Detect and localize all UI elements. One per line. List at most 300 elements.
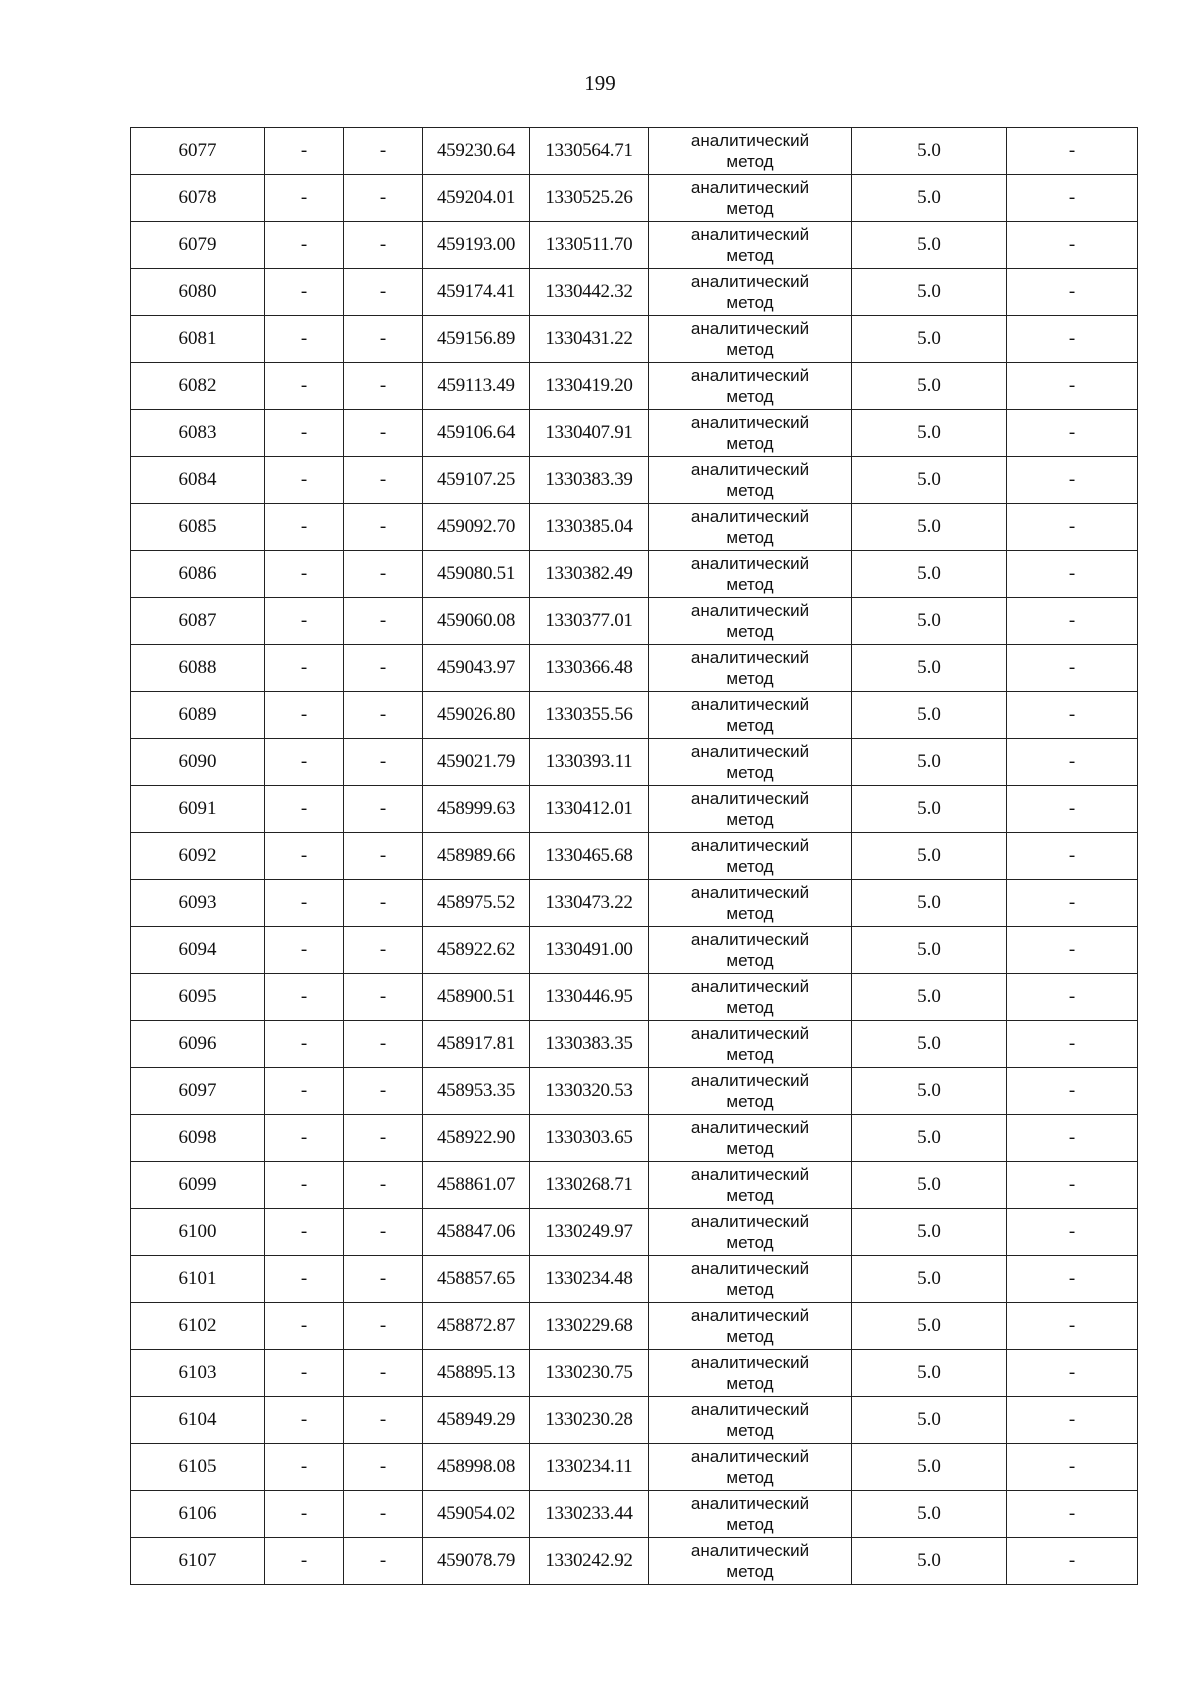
table-row: [131, 316, 1138, 363]
x-coordinate-cell: 458861.07: [423, 1162, 530, 1209]
method-line-2: метод: [726, 1374, 774, 1393]
empty-value-cell: -: [344, 410, 423, 457]
accuracy-cell: 5.0: [852, 1397, 1007, 1444]
empty-value-cell: -: [1007, 645, 1138, 692]
method-line-2: метод: [726, 481, 774, 500]
method-line-2: метод: [726, 1139, 774, 1158]
method-line-1: аналитический: [690, 225, 810, 244]
empty-value-cell: -: [265, 222, 344, 269]
point-number-cell: 6081: [131, 316, 265, 363]
x-coordinate-cell: 459080.51: [423, 551, 530, 598]
empty-value-cell: -: [1007, 269, 1138, 316]
table-row: [131, 363, 1138, 410]
empty-value-cell: -: [1007, 1068, 1138, 1115]
accuracy-cell: 5.0: [852, 833, 1007, 880]
table-row: [131, 175, 1138, 222]
y-coordinate-cell: 1330564.71: [530, 128, 649, 175]
table-row: [131, 1491, 1138, 1538]
method-cell: [649, 974, 852, 1021]
empty-value-cell: -: [344, 457, 423, 504]
empty-value-cell: -: [1007, 739, 1138, 786]
method-cell: [649, 1068, 852, 1115]
point-number-cell: 6083: [131, 410, 265, 457]
empty-value-cell: -: [1007, 692, 1138, 739]
method-cell: [649, 1397, 852, 1444]
empty-value-cell: -: [344, 1256, 423, 1303]
table-row: [131, 833, 1138, 880]
empty-value-cell: -: [1007, 504, 1138, 551]
accuracy-cell: 5.0: [852, 1444, 1007, 1491]
empty-value-cell: -: [265, 1021, 344, 1068]
method-line-1: аналитический: [690, 601, 810, 620]
empty-value-cell: -: [1007, 1115, 1138, 1162]
empty-value-cell: -: [265, 645, 344, 692]
table-row: [131, 128, 1138, 175]
accuracy-cell: 5.0: [852, 175, 1007, 222]
accuracy-cell: 5.0: [852, 1115, 1007, 1162]
empty-value-cell: -: [1007, 1350, 1138, 1397]
method-line-2: метод: [726, 857, 774, 876]
accuracy-cell: 5.0: [852, 880, 1007, 927]
empty-value-cell: -: [265, 1397, 344, 1444]
empty-value-cell: -: [1007, 551, 1138, 598]
method-line-2: метод: [726, 1233, 774, 1252]
method-line-2: метод: [726, 1421, 774, 1440]
method-line-1: аналитический: [690, 554, 810, 573]
empty-value-cell: -: [265, 1444, 344, 1491]
empty-value-cell: -: [344, 692, 423, 739]
table-row: [131, 504, 1138, 551]
method-line-1: аналитический: [690, 1165, 810, 1184]
point-number-cell: 6097: [131, 1068, 265, 1115]
x-coordinate-cell: 458949.29: [423, 1397, 530, 1444]
table-row: [131, 222, 1138, 269]
method-line-2: метод: [726, 998, 774, 1017]
accuracy-cell: 5.0: [852, 222, 1007, 269]
point-number-cell: 6077: [131, 128, 265, 175]
method-cell: [649, 175, 852, 222]
empty-value-cell: -: [344, 598, 423, 645]
x-coordinate-cell: 459204.01: [423, 175, 530, 222]
empty-value-cell: -: [265, 269, 344, 316]
x-coordinate-cell: 458900.51: [423, 974, 530, 1021]
y-coordinate-cell: 1330320.53: [530, 1068, 649, 1115]
method-line-1: аналитический: [690, 1259, 810, 1278]
table-row: [131, 551, 1138, 598]
table-row: [131, 1538, 1138, 1585]
y-coordinate-cell: 1330412.01: [530, 786, 649, 833]
empty-value-cell: -: [265, 880, 344, 927]
y-coordinate-cell: 1330385.04: [530, 504, 649, 551]
method-line-1: аналитический: [690, 789, 810, 808]
empty-value-cell: -: [344, 833, 423, 880]
accuracy-cell: 5.0: [852, 457, 1007, 504]
y-coordinate-cell: 1330446.95: [530, 974, 649, 1021]
method-line-1: аналитический: [690, 977, 810, 996]
method-cell: [649, 645, 852, 692]
method-line-2: метод: [726, 810, 774, 829]
empty-value-cell: -: [344, 974, 423, 1021]
method-line-2: метод: [726, 1327, 774, 1346]
empty-value-cell: -: [265, 1350, 344, 1397]
method-line-1: аналитический: [690, 1024, 810, 1043]
method-line-2: метод: [726, 951, 774, 970]
empty-value-cell: -: [265, 974, 344, 1021]
empty-value-cell: -: [265, 175, 344, 222]
point-number-cell: 6096: [131, 1021, 265, 1068]
empty-value-cell: -: [265, 927, 344, 974]
table-row: [131, 1115, 1138, 1162]
y-coordinate-cell: 1330230.75: [530, 1350, 649, 1397]
empty-value-cell: -: [265, 410, 344, 457]
y-coordinate-cell: 1330249.97: [530, 1209, 649, 1256]
x-coordinate-cell: 459092.70: [423, 504, 530, 551]
method-line-2: метод: [726, 387, 774, 406]
x-coordinate-cell: 458989.66: [423, 833, 530, 880]
method-line-1: аналитический: [690, 883, 810, 902]
x-coordinate-cell: 458998.08: [423, 1444, 530, 1491]
point-number-cell: 6092: [131, 833, 265, 880]
method-cell: [649, 1303, 852, 1350]
method-line-1: аналитический: [690, 460, 810, 479]
y-coordinate-cell: 1330511.70: [530, 222, 649, 269]
method-line-1: аналитический: [690, 1212, 810, 1231]
x-coordinate-cell: 459156.89: [423, 316, 530, 363]
method-line-2: метод: [726, 199, 774, 218]
table-row: [131, 974, 1138, 1021]
table-row: [131, 739, 1138, 786]
x-coordinate-cell: 459174.41: [423, 269, 530, 316]
empty-value-cell: -: [1007, 128, 1138, 175]
method-line-1: аналитический: [690, 1541, 810, 1560]
empty-value-cell: -: [265, 1303, 344, 1350]
point-number-cell: 6090: [131, 739, 265, 786]
method-cell: [649, 128, 852, 175]
method-line-1: аналитический: [690, 413, 810, 432]
x-coordinate-cell: 459060.08: [423, 598, 530, 645]
method-line-1: аналитический: [690, 836, 810, 855]
empty-value-cell: -: [265, 833, 344, 880]
y-coordinate-cell: 1330230.28: [530, 1397, 649, 1444]
accuracy-cell: 5.0: [852, 692, 1007, 739]
point-number-cell: 6098: [131, 1115, 265, 1162]
point-number-cell: 6080: [131, 269, 265, 316]
empty-value-cell: -: [265, 739, 344, 786]
x-coordinate-cell: 459026.80: [423, 692, 530, 739]
method-cell: [649, 457, 852, 504]
method-line-1: аналитический: [690, 1071, 810, 1090]
table-row: [131, 645, 1138, 692]
y-coordinate-cell: 1330473.22: [530, 880, 649, 927]
empty-value-cell: -: [265, 692, 344, 739]
table-row: [131, 1350, 1138, 1397]
table-row: [131, 1303, 1138, 1350]
accuracy-cell: 5.0: [852, 1162, 1007, 1209]
empty-value-cell: -: [344, 1444, 423, 1491]
point-number-cell: 6082: [131, 363, 265, 410]
empty-value-cell: -: [344, 1115, 423, 1162]
empty-value-cell: -: [1007, 316, 1138, 363]
empty-value-cell: -: [344, 927, 423, 974]
accuracy-cell: 5.0: [852, 316, 1007, 363]
method-cell: [649, 1209, 852, 1256]
method-line-2: метод: [726, 1280, 774, 1299]
table-row: [131, 1397, 1138, 1444]
empty-value-cell: -: [344, 1303, 423, 1350]
empty-value-cell: -: [344, 175, 423, 222]
x-coordinate-cell: 458847.06: [423, 1209, 530, 1256]
point-number-cell: 6084: [131, 457, 265, 504]
point-number-cell: 6078: [131, 175, 265, 222]
point-number-cell: 6100: [131, 1209, 265, 1256]
y-coordinate-cell: 1330234.48: [530, 1256, 649, 1303]
method-cell: [649, 1021, 852, 1068]
method-line-2: метод: [726, 904, 774, 923]
empty-value-cell: -: [265, 363, 344, 410]
method-line-1: аналитический: [690, 1118, 810, 1137]
empty-value-cell: -: [1007, 927, 1138, 974]
coordinates-table: [130, 127, 1138, 1585]
table-body: [131, 128, 1138, 1585]
method-cell: [649, 1538, 852, 1585]
method-line-2: метод: [726, 340, 774, 359]
point-number-cell: 6103: [131, 1350, 265, 1397]
empty-value-cell: -: [344, 739, 423, 786]
empty-value-cell: -: [265, 1491, 344, 1538]
empty-value-cell: -: [265, 1115, 344, 1162]
empty-value-cell: -: [344, 1397, 423, 1444]
x-coordinate-cell: 458917.81: [423, 1021, 530, 1068]
method-line-1: аналитический: [690, 1306, 810, 1325]
table-row: [131, 1021, 1138, 1068]
empty-value-cell: -: [265, 598, 344, 645]
empty-value-cell: -: [1007, 598, 1138, 645]
point-number-cell: 6104: [131, 1397, 265, 1444]
method-cell: [649, 1444, 852, 1491]
point-number-cell: 6087: [131, 598, 265, 645]
accuracy-cell: 5.0: [852, 504, 1007, 551]
table-row: [131, 1068, 1138, 1115]
method-line-2: метод: [726, 1515, 774, 1534]
empty-value-cell: -: [344, 645, 423, 692]
empty-value-cell: -: [344, 1491, 423, 1538]
method-cell: [649, 551, 852, 598]
point-number-cell: 6093: [131, 880, 265, 927]
y-coordinate-cell: 1330383.39: [530, 457, 649, 504]
y-coordinate-cell: 1330366.48: [530, 645, 649, 692]
method-line-1: аналитический: [690, 366, 810, 385]
empty-value-cell: -: [344, 786, 423, 833]
accuracy-cell: 5.0: [852, 786, 1007, 833]
point-number-cell: 6089: [131, 692, 265, 739]
method-line-1: аналитический: [690, 648, 810, 667]
point-number-cell: 6106: [131, 1491, 265, 1538]
method-line-2: метод: [726, 434, 774, 453]
x-coordinate-cell: 458857.65: [423, 1256, 530, 1303]
empty-value-cell: -: [344, 1068, 423, 1115]
method-line-2: метод: [726, 293, 774, 312]
empty-value-cell: -: [1007, 974, 1138, 1021]
empty-value-cell: -: [1007, 880, 1138, 927]
empty-value-cell: -: [1007, 1397, 1138, 1444]
x-coordinate-cell: 458953.35: [423, 1068, 530, 1115]
method-cell: [649, 1162, 852, 1209]
table-row: [131, 1256, 1138, 1303]
accuracy-cell: 5.0: [852, 1021, 1007, 1068]
x-coordinate-cell: 459106.64: [423, 410, 530, 457]
method-cell: [649, 927, 852, 974]
y-coordinate-cell: 1330491.00: [530, 927, 649, 974]
x-coordinate-cell: 459043.97: [423, 645, 530, 692]
accuracy-cell: 5.0: [852, 739, 1007, 786]
accuracy-cell: 5.0: [852, 410, 1007, 457]
method-line-2: метод: [726, 1186, 774, 1205]
method-cell: [649, 222, 852, 269]
y-coordinate-cell: 1330233.44: [530, 1491, 649, 1538]
method-line-2: метод: [726, 152, 774, 171]
empty-value-cell: -: [265, 1209, 344, 1256]
empty-value-cell: -: [1007, 1209, 1138, 1256]
y-coordinate-cell: 1330419.20: [530, 363, 649, 410]
method-cell: [649, 410, 852, 457]
point-number-cell: 6086: [131, 551, 265, 598]
method-line-1: аналитический: [690, 1494, 810, 1513]
empty-value-cell: -: [265, 551, 344, 598]
method-line-2: метод: [726, 246, 774, 265]
method-cell: [649, 269, 852, 316]
accuracy-cell: 5.0: [852, 1491, 1007, 1538]
x-coordinate-cell: 459230.64: [423, 128, 530, 175]
empty-value-cell: -: [1007, 222, 1138, 269]
method-line-2: метод: [726, 528, 774, 547]
x-coordinate-cell: 458872.87: [423, 1303, 530, 1350]
empty-value-cell: -: [1007, 1444, 1138, 1491]
accuracy-cell: 5.0: [852, 974, 1007, 1021]
empty-value-cell: -: [265, 128, 344, 175]
empty-value-cell: -: [344, 1538, 423, 1585]
point-number-cell: 6091: [131, 786, 265, 833]
method-line-2: метод: [726, 1468, 774, 1487]
page-number: 199: [584, 71, 616, 95]
method-cell: [649, 1115, 852, 1162]
method-line-1: аналитический: [690, 1353, 810, 1372]
accuracy-cell: 5.0: [852, 1303, 1007, 1350]
empty-value-cell: -: [1007, 786, 1138, 833]
empty-value-cell: -: [1007, 1021, 1138, 1068]
accuracy-cell: 5.0: [852, 1538, 1007, 1585]
table-row: [131, 927, 1138, 974]
point-number-cell: 6085: [131, 504, 265, 551]
y-coordinate-cell: 1330268.71: [530, 1162, 649, 1209]
accuracy-cell: 5.0: [852, 1256, 1007, 1303]
method-line-2: метод: [726, 575, 774, 594]
empty-value-cell: -: [265, 316, 344, 363]
empty-value-cell: -: [265, 786, 344, 833]
table-row: [131, 786, 1138, 833]
empty-value-cell: -: [1007, 1303, 1138, 1350]
empty-value-cell: -: [265, 1068, 344, 1115]
point-number-cell: 6105: [131, 1444, 265, 1491]
y-coordinate-cell: 1330229.68: [530, 1303, 649, 1350]
table-row: [131, 457, 1138, 504]
y-coordinate-cell: 1330242.92: [530, 1538, 649, 1585]
accuracy-cell: 5.0: [852, 927, 1007, 974]
method-line-1: аналитический: [690, 319, 810, 338]
method-cell: [649, 739, 852, 786]
empty-value-cell: -: [265, 504, 344, 551]
method-line-1: аналитический: [690, 695, 810, 714]
point-number-cell: 6088: [131, 645, 265, 692]
x-coordinate-cell: 458922.90: [423, 1115, 530, 1162]
empty-value-cell: -: [344, 880, 423, 927]
y-coordinate-cell: 1330382.49: [530, 551, 649, 598]
method-line-2: метод: [726, 1092, 774, 1111]
empty-value-cell: -: [344, 1021, 423, 1068]
method-cell: [649, 1256, 852, 1303]
method-line-1: аналитический: [690, 272, 810, 291]
empty-value-cell: -: [344, 551, 423, 598]
y-coordinate-cell: 1330355.56: [530, 692, 649, 739]
method-line-1: аналитический: [690, 1447, 810, 1466]
y-coordinate-cell: 1330407.91: [530, 410, 649, 457]
table-row: [131, 269, 1138, 316]
accuracy-cell: 5.0: [852, 551, 1007, 598]
table-row: [131, 1209, 1138, 1256]
point-number-cell: 6095: [131, 974, 265, 1021]
empty-value-cell: -: [344, 1350, 423, 1397]
empty-value-cell: -: [344, 1209, 423, 1256]
table-row: [131, 598, 1138, 645]
x-coordinate-cell: 458999.63: [423, 786, 530, 833]
method-line-2: метод: [726, 669, 774, 688]
y-coordinate-cell: 1330431.22: [530, 316, 649, 363]
method-line-2: метод: [726, 763, 774, 782]
x-coordinate-cell: 459021.79: [423, 739, 530, 786]
table-row: [131, 692, 1138, 739]
empty-value-cell: -: [344, 269, 423, 316]
empty-value-cell: -: [1007, 1538, 1138, 1585]
x-coordinate-cell: 458922.62: [423, 927, 530, 974]
method-line-1: аналитический: [690, 742, 810, 761]
empty-value-cell: -: [1007, 457, 1138, 504]
empty-value-cell: -: [344, 222, 423, 269]
table-row: [131, 410, 1138, 457]
x-coordinate-cell: 459113.49: [423, 363, 530, 410]
empty-value-cell: -: [1007, 1491, 1138, 1538]
point-number-cell: 6102: [131, 1303, 265, 1350]
table-row: [131, 1162, 1138, 1209]
accuracy-cell: 5.0: [852, 645, 1007, 692]
method-cell: [649, 504, 852, 551]
y-coordinate-cell: 1330234.11: [530, 1444, 649, 1491]
accuracy-cell: 5.0: [852, 598, 1007, 645]
empty-value-cell: -: [265, 1538, 344, 1585]
accuracy-cell: 5.0: [852, 269, 1007, 316]
x-coordinate-cell: 459078.79: [423, 1538, 530, 1585]
x-coordinate-cell: 459054.02: [423, 1491, 530, 1538]
y-coordinate-cell: 1330377.01: [530, 598, 649, 645]
x-coordinate-cell: 459193.00: [423, 222, 530, 269]
accuracy-cell: 5.0: [852, 363, 1007, 410]
y-coordinate-cell: 1330525.26: [530, 175, 649, 222]
x-coordinate-cell: 458975.52: [423, 880, 530, 927]
accuracy-cell: 5.0: [852, 1209, 1007, 1256]
empty-value-cell: -: [344, 1162, 423, 1209]
empty-value-cell: -: [1007, 1256, 1138, 1303]
accuracy-cell: 5.0: [852, 128, 1007, 175]
method-line-2: метод: [726, 1562, 774, 1581]
empty-value-cell: -: [265, 1256, 344, 1303]
